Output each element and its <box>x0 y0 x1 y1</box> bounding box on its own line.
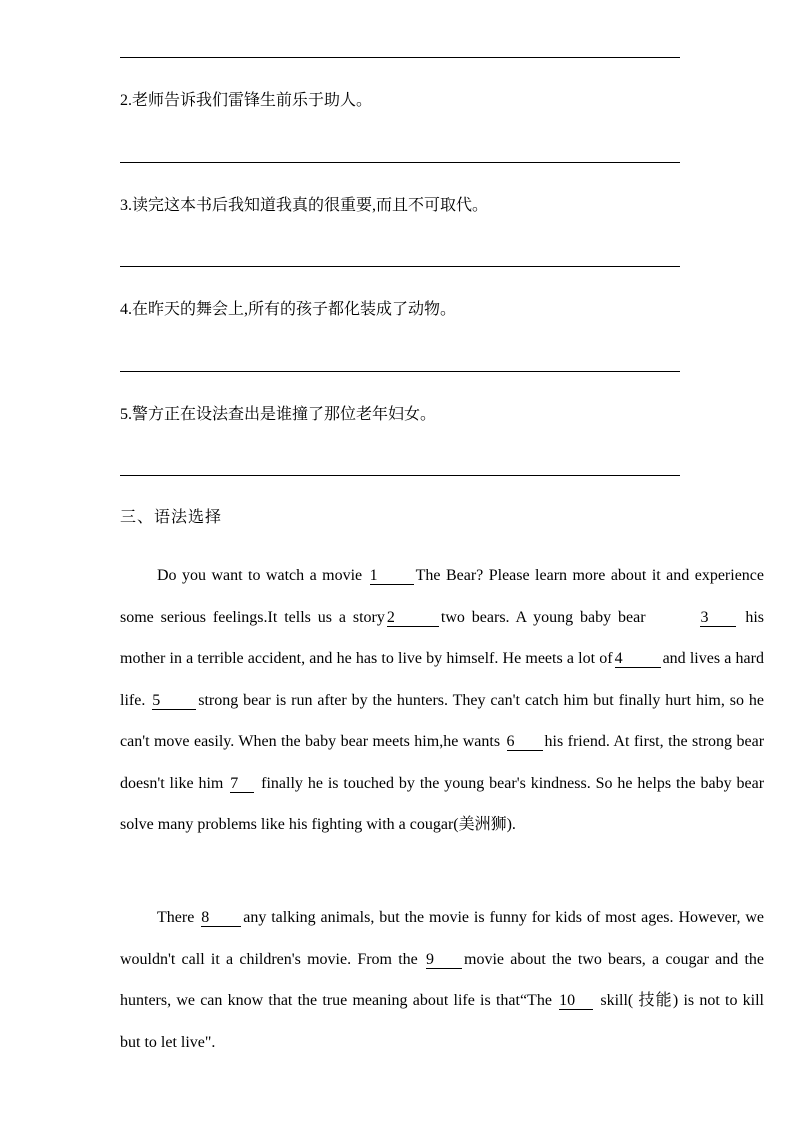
passage-paragraph-1 <box>120 555 764 846</box>
blank-9[interactable]: 9 <box>426 951 462 969</box>
passage-text: his mother in a terrible accident, and he has to live by himself. He meets a lot of <box>120 608 765 667</box>
item-number: 2. <box>120 92 132 109</box>
passage-text: Do you want to watch a movie <box>157 567 363 584</box>
passage-paragraph-2 <box>120 897 764 1063</box>
answer-line-1[interactable] <box>120 57 680 58</box>
item-text: 读完这本书后我知道我真的很重要,而且不可取代。 <box>132 197 489 214</box>
passage-text: movie about the two bears, a cougar and the hunters, we can know that the true meaning about life is that“The <box>120 950 765 1009</box>
passage-text: finally he is touched by the young bear's kindness. So he helps the baby bear solve many problems like his fighting with a cougar(美洲狮). <box>120 774 765 833</box>
section-heading: 三、语法选择 <box>120 509 223 526</box>
answer-line-2[interactable] <box>120 162 680 163</box>
translation-item-2 <box>120 91 372 111</box>
item-text: 警方正在设法查出是谁撞了那位老年妇女。 <box>132 406 437 423</box>
passage-text: There <box>157 909 195 926</box>
passage-text: and lives a hard life. <box>120 650 764 709</box>
item-number: 4. <box>120 301 132 318</box>
passage-text: skill( 技能) is not to kill but to let live". <box>120 992 764 1051</box>
answer-line-4[interactable] <box>120 371 680 372</box>
translation-item-5 <box>120 405 436 425</box>
passage-text: two bears. A young baby bear <box>440 608 646 626</box>
translation-item-3 <box>120 196 488 216</box>
answer-line-3[interactable] <box>120 266 680 267</box>
item-text: 在昨天的舞会上,所有的孩子都化装成了动物。 <box>132 301 457 318</box>
blank-1[interactable]: 1 <box>370 567 414 585</box>
answer-line-5[interactable] <box>120 475 680 476</box>
passage-text: any talking animals, but the movie is funny for kids of most ages. However, we wouldn't call it a children's movie. From the <box>120 909 764 968</box>
passage-text: strong bear is run after by the hunters. They can't catch him but finally hurt him, so he can't move easily. When the baby bear meets him,he wants <box>120 691 764 750</box>
passage-text: his friend. At first, the strong bear doesn't like him <box>120 733 765 792</box>
passage-text: The Bear? Please learn more about it and experience some serious feelings.It tells us a story <box>120 567 765 626</box>
blank-3[interactable]: 3 <box>700 609 736 627</box>
blank-5[interactable]: 5 <box>152 692 196 710</box>
item-number: 3. <box>120 197 132 214</box>
blank-2[interactable]: 2 <box>387 609 439 627</box>
blank-6[interactable]: 6 <box>507 733 543 751</box>
blank-10[interactable]: 10 <box>559 992 593 1010</box>
blank-4[interactable]: 4 <box>615 650 661 668</box>
blank-8[interactable]: 8 <box>201 909 241 927</box>
item-text: 老师告诉我们雷锋生前乐于助人。 <box>132 92 373 109</box>
translation-item-4 <box>120 300 456 320</box>
blank-7[interactable]: 7 <box>230 775 254 793</box>
item-number: 5. <box>120 406 132 423</box>
